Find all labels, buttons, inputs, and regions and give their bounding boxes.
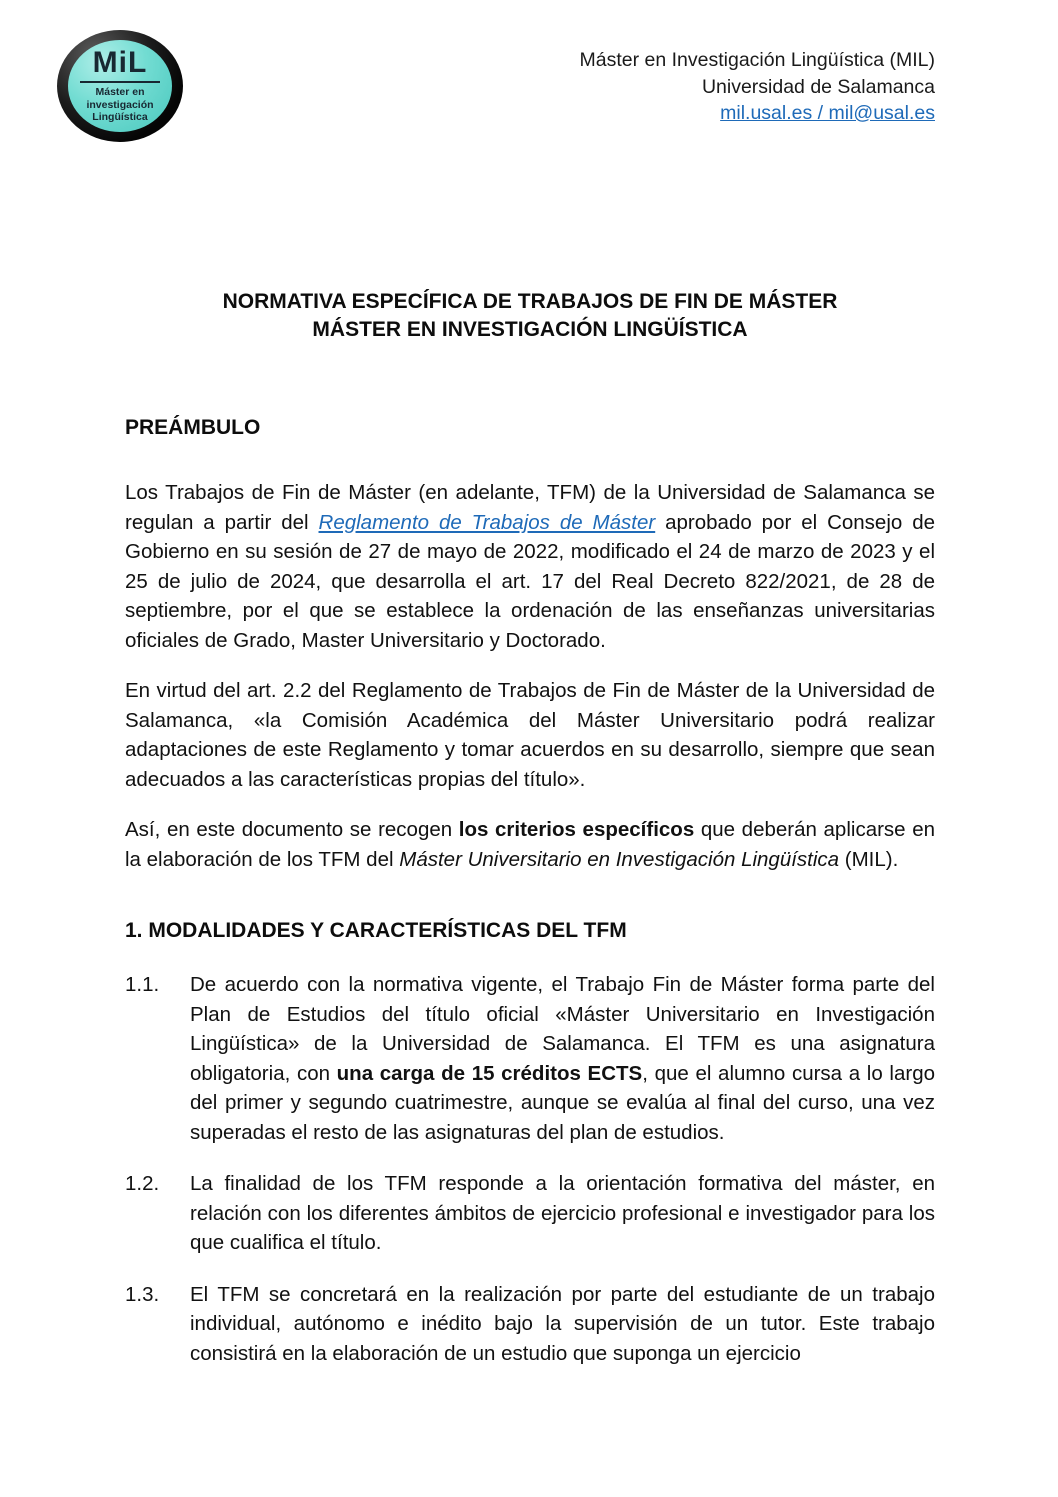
header-contact-block (580, 30, 936, 127)
text-run: aprobado por el Consejo de Gobierno en su sesión de 27 de mayo de 2022, modificado el 24 de marzo de 2023 y el 25 de julio de 2024, que desarrolla el art. 17 del Real Decreto 822/2021, de 28 de septiembre, por el que se establece la ordenación de las enseñanzas universitarias oficiales de Grado, Master Universitario y Doctorado. (125, 510, 936, 652)
section-1-heading: 1. MODALIDADES Y CARACTERÍSTICAS DEL TFM (125, 919, 627, 942)
logo-subtitle (68, 86, 172, 124)
document-header (0, 0, 1058, 142)
list-item-number: 1.1. (125, 973, 160, 996)
text-run-bold: los criterios específicos (458, 818, 695, 841)
list-item-1-3 (125, 1280, 935, 1369)
list-item-text (190, 970, 935, 1147)
list-item-text: La finalidad de los TFM responde a la orientación formativa del máster, en relación con los diferentes ámbitos de ejercicio profesional e investigador para los que cualifica el título. (190, 1172, 935, 1254)
preamble-heading: PREÁMBULO (125, 416, 261, 439)
text-run: De acuerdo con la normativa vigente, el Trabajo Fin de Máster forma parte del Plan de Estudios del título oficial «Máster Universitario en Investigación Lingüística» de la Universidad de Salamanca. El TFM es una asignatura obligatoria, con (190, 973, 935, 1085)
header-program-name: Máster en Investigación Lingüística (MIL) (579, 49, 935, 71)
document-title (125, 288, 935, 343)
paragraph-specific-criteria (125, 815, 935, 874)
text-run-italic: Máster Universitario en Investigación Lingüística (399, 847, 840, 871)
text-run: que deberán aplicarse en la elaboración de los TFM del (125, 818, 935, 871)
text-run: Así, en este documento se recogen (125, 818, 459, 841)
reglamento-link[interactable]: Reglamento de Trabajos de Máster (318, 510, 656, 534)
header-university-name: Universidad de Salamanca (701, 75, 935, 98)
text-run: , que el alumno cursa a lo largo del primer y segundo cuatrimestre, aunque se evalúa al final del curso, una vez superadas el resto de las asignaturas del plan de estudios. (190, 1061, 935, 1144)
mil-logo (57, 30, 183, 142)
logo-subtitle-line1: Máster en (95, 86, 145, 98)
list-item-number: 1.3. (125, 1282, 160, 1306)
document-title-line1: NORMATIVA ESPECÍFICA DE TRABAJOS DE FIN DE MÁSTER (222, 290, 838, 313)
text-run: (MIL). (839, 847, 899, 871)
logo-divider (80, 81, 160, 83)
paragraph-article-2-2: En virtud del art. 2.2 del Reglamento de Trabajos de Fin de Máster de la Universidad de Salamanca, «la Comisión Académica del Máster Universitario podrá realizar adaptaciones de este Reglamento y tomar acuerdos en su desarrollo, siempre que sean adecuados a las características propias del título». (125, 679, 935, 791)
list-item-1-2 (125, 1169, 935, 1258)
section-1-items (125, 970, 935, 1368)
header-contact-link[interactable]: mil.usal.es / mil@usal.es (720, 102, 935, 124)
list-item-1-1 (125, 970, 935, 1147)
logo-subtitle-line2: investigación (86, 98, 154, 111)
text-run-bold: una carga de 15 créditos ECTS (336, 1061, 643, 1085)
text-run: Los Trabajos de Fin de Máster (en adelante, TFM) de la Universidad de Salamanca se regulan a partir del (125, 481, 935, 534)
list-item-number: 1.2. (125, 1172, 160, 1195)
list-item-text: El TFM se concretará en la realización por parte del estudiante de un trabajo individual, autónomo e inédito bajo la supervisión de un tutor. Este trabajo consistirá en la elaboración de un estudio que suponga un ejercicio (190, 1282, 935, 1365)
document-title-line2: MÁSTER EN INVESTIGACIÓN LINGÜÍSTICA (312, 317, 748, 341)
logo-acronym: MiL (92, 46, 148, 79)
mil-logo-badge (68, 40, 172, 132)
document-body (0, 288, 1058, 1368)
paragraph-regulation-origin (125, 478, 935, 655)
logo-subtitle-line3: Lingüística (92, 111, 148, 123)
